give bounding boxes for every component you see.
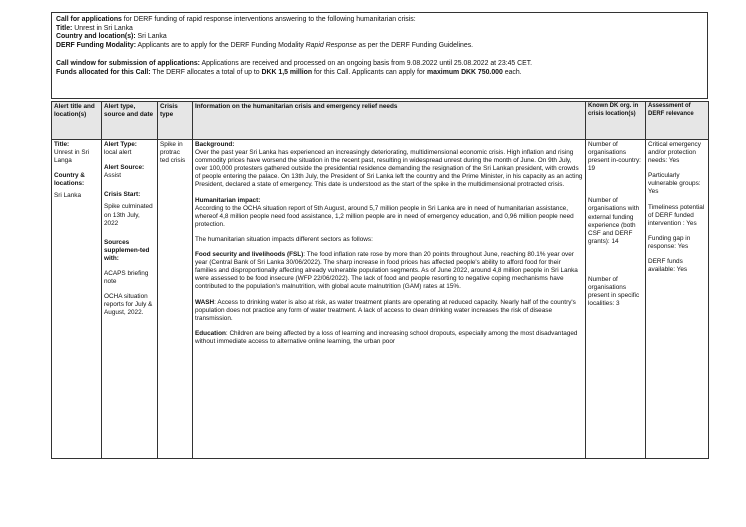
cell-info [193, 140, 586, 459]
title-label: Title: [56, 24, 73, 32]
call-text: for DERF funding of rapid response interventions answering to the following humanitarian crisis: [121, 16, 416, 23]
col5-item2: Number of organisations with external funding experience (both CSF and DERF grants): 14 [588, 197, 640, 245]
funds-max: maximum DKK 750.000 [426, 68, 503, 76]
col2-source-label: Alert Source: [104, 164, 145, 172]
col6-item3: Timeliness potential of DERF funded intervention : Yes [648, 203, 705, 227]
col6-item1: Critical emergency and/or protection needs: Yes [648, 141, 701, 165]
col1-title-label: Title: [54, 141, 70, 148]
col1-country-label: Country & locations: [54, 172, 85, 188]
modality-pre: Applicants are to apply for the DERF Funding Modality [136, 42, 306, 50]
country-line [56, 33, 703, 42]
col2-sources-label: Sources supplemen-ted with: [104, 238, 150, 262]
impact-heading: Humanitarian impact: [195, 196, 261, 204]
call-line [56, 16, 703, 25]
col2-start-label: Crisis Start: [104, 191, 141, 199]
cell-assessment [646, 140, 709, 459]
cell-known-orgs [586, 140, 646, 459]
window-value: Applications are received and processed on an ongoing basis from 9.08.2022 until 25.08.2022 at 23:45 CET. [199, 59, 533, 67]
funds-line [56, 69, 703, 78]
title-value: Unrest in Sri Lanka [72, 24, 133, 32]
fsl-paragraph [195, 251, 583, 291]
col2-source1: ACAPS briefing note [104, 270, 149, 286]
col2-start-value: Spike culminated on 13th July, 2022 [104, 203, 153, 227]
col2-source2: OCHA situation reports for July & August, 2022. [104, 293, 153, 317]
funds-label: Funds allocated for this Call: [56, 68, 151, 76]
col6-item4: Funding gap in response: Yes [648, 234, 691, 250]
background-heading: Background: [195, 141, 235, 148]
call-summary-box [51, 12, 708, 99]
header-info: Information on the humanitarian crisis and emergency relief needs [193, 102, 586, 140]
impact-text: According to the OCHA situation report of 5th August, around 5,7 million people in Sri Lanka are in need of humanitarian assistance, whereof 4,8 million people need food assistance, 1,2 million people are in need of emergency education, and 0,96 million people need protection. [195, 204, 574, 228]
background-text: Over the past year Sri Lanka has experienced an increasingly deteriorating, multidimensional economic crisis. High inflation and rising commodity prices have worsend the situation in the recent past, resulting in widespread unrest during the month of June. On 9th July, over 100,000 protesters gathered outside the presidential residence demanding the resignation of the Sri Lankan president, with crowds of people entering the palace. On 13th July, the President of Sri Lanka left the country and the Prime Minister, in his capacity as an acting President, declared a state of emergency. This date is understood as the start of the spike in the multidimensional protracted crisis. [195, 149, 583, 189]
funds-pre: The DERF allocates a total of up to [150, 68, 262, 76]
header-crisis-type: Crisis type [158, 102, 193, 140]
cell-crisis-type [158, 140, 193, 459]
fsl-text: : The food inflation rate rose by more than 20 points throughout June, reaching 80.1% year over year (Central Bank of Sri Lanka 30/06/2022). The sharp increase in food prices has affected people's ability to afford food for their families and disproportionally affecting already vulnerable population segments. As of June 2022, around 4,8 million people in Sri Lanka were assessed to be food insecure (WFP 22/06/2022). The lack of food and people resorting to negative coping mechanisms have contributed to the population's malnutrition, with global acute malnutrition (GAM) rates at 15%. [195, 251, 578, 291]
wash-heading: WASH [195, 298, 215, 306]
window-label: Call window for submission of applications: [56, 59, 200, 67]
col3-crisis-type: Spike in protrac ted crisis [160, 141, 186, 165]
country-label: Country and location(s): [56, 33, 136, 41]
funds-amount: DKK 1,5 million [261, 68, 313, 76]
cell-alert-title [52, 140, 102, 459]
fsl-heading: Food security and livelihoods (FSL) [195, 251, 304, 259]
col2-type-value: local alert [104, 149, 132, 157]
title-line [56, 25, 703, 34]
col5-item3: Number of organisations present in specific localities: 3 [588, 275, 640, 308]
call-label: Call for applications [56, 16, 122, 23]
header-known-orgs: Known DK org. in crisis location(s) [586, 102, 646, 140]
col2-type-label: Alert Type: [104, 141, 137, 148]
col1-country-value: Sri Lanka [54, 192, 81, 200]
table-row [52, 140, 709, 459]
col5-item1: Number of organisations present in-country: 19 [588, 141, 641, 173]
col2-source-value: Assist [104, 172, 122, 180]
table-header-row [52, 102, 709, 140]
window-line [56, 60, 703, 69]
col1-title-value: Unrest in Sri Langa [54, 149, 90, 165]
funds-mid: for this Call. Applicants can apply for [312, 68, 427, 76]
modality-label: DERF Funding Modality: [56, 42, 136, 50]
crisis-table [51, 101, 709, 459]
header-alert-type: Alert type, source and date [102, 102, 158, 140]
edu-paragraph [195, 330, 583, 346]
funds-post: each. [502, 68, 522, 76]
header-alert-title: Alert title and location(s) [52, 102, 102, 140]
wash-paragraph [195, 299, 583, 323]
modality-italic: Rapid Response [305, 42, 357, 50]
header-assessment: Assessment of DERF relevance [646, 102, 709, 140]
col6-item5: DERF funds available: Yes [648, 258, 688, 274]
sectors-text: The humanitarian situation impacts different sectors as follows: [195, 235, 373, 243]
country-value: Sri Lanka [135, 33, 167, 41]
col6-item2: Particularly vulnerable groups: Yes [648, 172, 701, 196]
edu-heading: Education [195, 329, 226, 337]
wash-text: : Access to drinking water is also at risk, as water treatment plants are operating at reduced capacity. Nearly half of the country's population does not practice any form of water treatment. A lack of access to clean drinking water increases the risk of disease transmission. [195, 298, 576, 322]
edu-text: : Children are being affected by a loss of learning and increasing school dropouts, especially among the most disadvantaged without immediate access to alternative online learning, the urban poor [195, 329, 578, 345]
cell-alert-type [102, 140, 158, 459]
modality-post: as per the DERF Funding Guidelines. [356, 42, 474, 50]
modality-line [56, 42, 703, 51]
